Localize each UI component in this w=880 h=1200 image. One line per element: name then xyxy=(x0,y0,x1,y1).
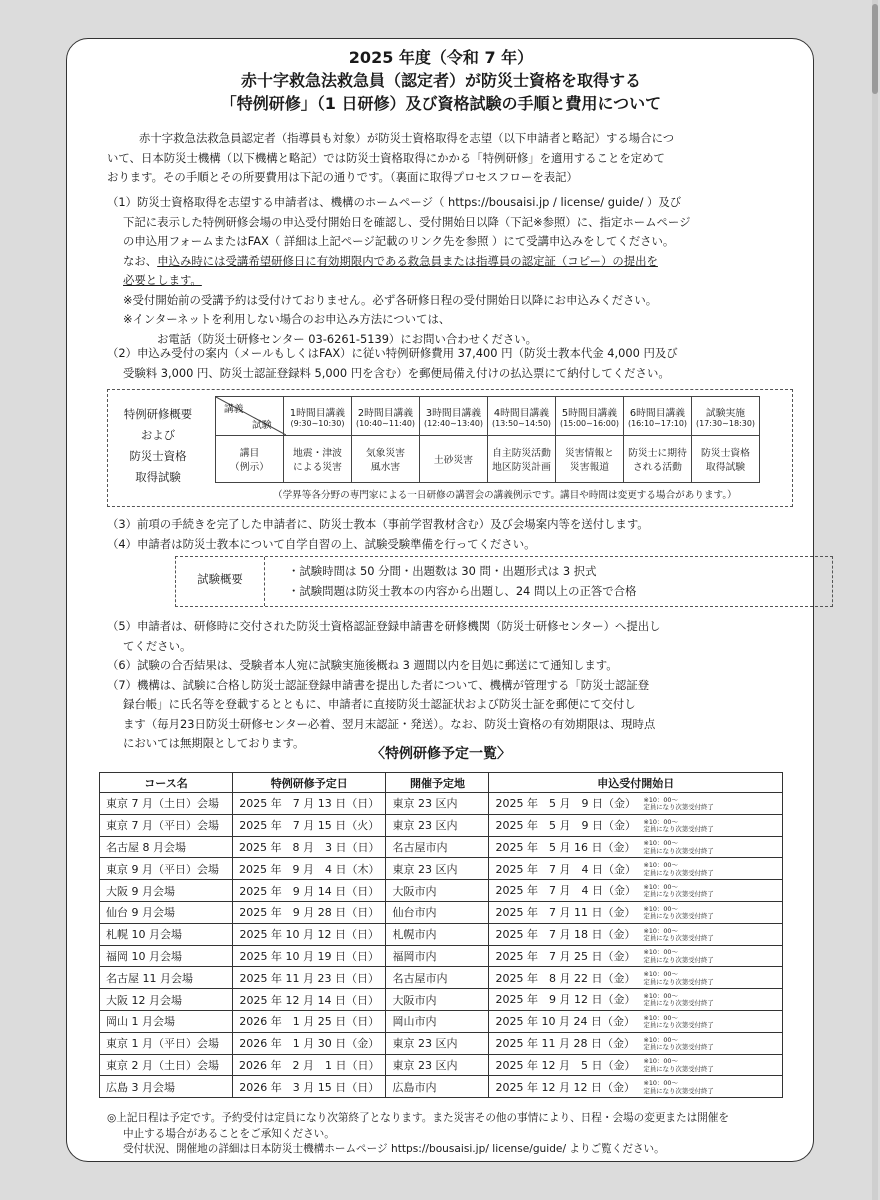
course-name: 東京 7 月（土日）会場 xyxy=(100,793,233,815)
section-1-note: ※インターネットを利用しない場合のお申込み方法については、 xyxy=(123,312,451,326)
course-name: 福岡 10 月会場 xyxy=(100,945,233,967)
application-note-capacity: 定員になり次第受付終了 xyxy=(643,1064,714,1073)
training-date: 2025 年 12 月 14 日（日） xyxy=(233,989,386,1011)
application-note xyxy=(643,1037,713,1052)
application-open-date: 2025 年 10 月 24 日（金） xyxy=(495,1015,635,1029)
application-note xyxy=(643,993,713,1008)
doc-title-line1: 2025 年度（令和 7 年） xyxy=(348,48,534,67)
application-open-cell xyxy=(489,814,783,836)
application-note-capacity: 定員になり次第受付終了 xyxy=(643,1042,714,1051)
table-row xyxy=(100,989,783,1011)
course-name: 名古屋 8 月会場 xyxy=(100,836,233,858)
period-name: 試験実施 xyxy=(705,407,746,419)
application-note-capacity: 定員になり次第受付終了 xyxy=(643,803,714,812)
doc-title-line3: 「特例研修」（1 日研修）及び資格試験の手順と費用について xyxy=(220,94,662,113)
topic-text: 地区防災計画 xyxy=(492,462,551,473)
application-note-time: ※10：00～ xyxy=(643,839,678,848)
topic-text: 自主防災活動 xyxy=(492,448,551,459)
topic-cell xyxy=(420,436,488,483)
application-open-date: 2025 年 7 月 25 日（金） xyxy=(495,949,636,963)
period-name: 5時間目講義 xyxy=(561,407,618,419)
period-header xyxy=(624,397,692,436)
section-1-line xyxy=(107,252,797,272)
section-7-line: ます（毎月23日防災士研修センター必着、翌月末認証・発送）。なお、防災士資格の有効期限は、現時点 xyxy=(123,716,656,731)
exam-items xyxy=(288,561,636,601)
section-2 xyxy=(107,344,797,383)
course-name: 札幌 10 月会場 xyxy=(100,923,233,945)
table-row xyxy=(100,880,783,902)
application-note-time: ※10：00～ xyxy=(643,948,678,957)
training-date: 2025 年 7 月 15 日（火） xyxy=(233,814,386,836)
table-row xyxy=(100,901,783,923)
table-row xyxy=(100,1032,783,1054)
venue: 名古屋市内 xyxy=(386,836,489,858)
application-note-time: ※10：00～ xyxy=(643,970,678,979)
course-name: 仙台 9 月会場 xyxy=(100,901,233,923)
topic-text: 防災士資格 xyxy=(701,448,750,459)
topic-text: 災害情報と xyxy=(565,448,614,459)
section-1-text: なお、 xyxy=(123,253,158,268)
training-date: 2025 年 11 月 23 日（日） xyxy=(233,967,386,989)
venue: 岡山市内 xyxy=(386,1010,489,1032)
application-open-date: 2025 年 12 月 12 日（金） xyxy=(495,1080,635,1094)
intro-line: 赤十字救急法救急員認定者（指導員も対象）が防災士資格取得を志望（以下申請者と略記）する場合につ xyxy=(139,131,675,145)
application-note xyxy=(643,906,713,921)
table-row xyxy=(100,1076,783,1098)
topic-cell xyxy=(556,436,624,483)
intro-line: いて、日本防災士機構（以下機構と略記）では防災士資格取得にかかる「特例研修」を適用することを定めて xyxy=(107,150,665,165)
table-row xyxy=(100,967,783,989)
application-open-cell xyxy=(489,989,783,1011)
table-row xyxy=(100,945,783,967)
training-date: 2025 年 9 月 4 日（木） xyxy=(233,858,386,880)
section-1 xyxy=(107,193,797,349)
venue: 東京 23 区内 xyxy=(386,814,489,836)
training-date: 2025 年 7 月 13 日（日） xyxy=(233,793,386,815)
topic-cell xyxy=(488,436,556,483)
period-time: (16:10~17:10) xyxy=(627,418,688,428)
column-header: 申込受付開始日 xyxy=(489,773,783,793)
section-2-line: 受験料 3,000 円、防災士認証登録料 5,000 円を含む）を郵便局備え付けの払込票にて納付してください。 xyxy=(123,365,670,380)
period-name: 1時間目講義 xyxy=(289,407,346,419)
lecture-table-note: （学界等各分野の専門家による一日研修の講習会の講義例示です。講目や時間は変更する場合があります。） xyxy=(273,490,737,501)
application-open-date: 2025 年 7 月 11 日（金） xyxy=(495,906,636,920)
course-name: 東京 2 月（土日）会場 xyxy=(100,1054,233,1076)
period-name: 6時間目講義 xyxy=(629,407,686,419)
column-header: 開催予定地 xyxy=(386,773,489,793)
footer-line: 中止する場合があることをご承知ください。 xyxy=(123,1127,335,1140)
row-label: （例示） xyxy=(229,462,270,473)
schedule-list-title: 〈特例研修予定一覧〉 xyxy=(371,746,511,762)
application-note xyxy=(643,928,713,943)
footer-line: 受付状況、開催地の詳細は日本防災士機構ホームページ https://bousaisi.jp/ license/guide/ よりご覧ください。 xyxy=(123,1143,665,1155)
section-2-line: （2）申込み受付の案内（メールもしくはFAX）に従い特例研修費用 37,400 円（防災士教本代金 4,000 円及び xyxy=(107,346,678,360)
venue: 札幌市内 xyxy=(386,923,489,945)
application-note-time: ※10：00～ xyxy=(643,1057,678,1066)
course-name: 東京 9 月（平日）会場 xyxy=(100,858,233,880)
venue: 東京 23 区内 xyxy=(386,858,489,880)
section-3-line: （3）前項の手続きを完了した申請者に、防災士教本（事前学習教材含む）及び会場案内等を送付します。 xyxy=(107,517,649,531)
training-date: 2025 年 10 月 19 日（日） xyxy=(233,945,386,967)
training-date: 2026 年 1 月 25 日（日） xyxy=(233,1010,386,1032)
topic-text: 災害報道 xyxy=(569,462,610,473)
venue: 大阪市内 xyxy=(386,989,489,1011)
period-header xyxy=(488,397,556,436)
section-1-note: ※受付開始前の受講予約は受付けておりません。必ず各研修日程の受付開始日以降にお申込みください。 xyxy=(123,292,658,307)
application-note-time: ※10：00～ xyxy=(643,904,678,913)
intro-paragraph xyxy=(107,129,797,188)
application-open-date: 2025 年 5 月 9 日（金） xyxy=(495,797,636,811)
topic-cell xyxy=(284,436,352,483)
application-note-capacity: 定員になり次第受付終了 xyxy=(643,824,714,833)
application-note-capacity: 定員になり次第受付終了 xyxy=(643,955,714,964)
section-5-line: てください。 xyxy=(123,638,192,653)
application-open-date: 2025 年 9 月 12 日（金） xyxy=(495,993,636,1007)
training-date: 2026 年 1 月 30 日（金） xyxy=(233,1032,386,1054)
application-open-date: 2025 年 5 月 9 日（金） xyxy=(495,818,636,832)
course-name: 東京 1 月（平日）会場 xyxy=(100,1032,233,1054)
training-date: 2025 年 10 月 12 日（日） xyxy=(233,923,386,945)
exam-item: ・試験問題は防災士教本の内容から出題し、24 問以上の正答で合格 xyxy=(288,584,637,598)
topic-cell xyxy=(624,436,692,483)
table-corner-cell xyxy=(216,397,284,436)
phone-contact: お電話（防災士研修センター 03-6261-5139）にお問い合わせください。 xyxy=(157,331,538,346)
section-6-line: （6）試験の合否結果は、受験者本人宛に試験実施後概ね 3 週間以内を目処に郵送にて通知します。 xyxy=(107,658,618,672)
period-time: (15:00~16:00) xyxy=(559,418,620,428)
period-time: (12:40~13:40) xyxy=(423,418,484,428)
scrollbar-thumb[interactable] xyxy=(872,4,878,94)
application-open-cell xyxy=(489,1032,783,1054)
venue: 仙台市内 xyxy=(386,901,489,923)
period-name: 3時間目講義 xyxy=(425,407,482,419)
application-note-capacity: 定員になり次第受付終了 xyxy=(643,868,714,877)
course-schedule-table xyxy=(99,772,783,1098)
application-open-date: 2025 年 7 月 4 日（金） xyxy=(495,862,636,876)
application-open-date: 2025 年 8 月 22 日（金） xyxy=(495,971,636,985)
application-note xyxy=(643,949,713,964)
section-5-line: （5）申請者は、研修時に交付された防災士資格認証登録申請書を研修機関（防災士研修センター）へ提出し xyxy=(107,619,661,633)
application-open-cell xyxy=(489,945,783,967)
training-date: 2026 年 3 月 15 日（日） xyxy=(233,1076,386,1098)
application-open-cell xyxy=(489,858,783,880)
footer-line: ◎上記日程は予定です。予約受付は定員になり次第終了となります。また災害その他の事情により、日程・会場の変更または開催を xyxy=(107,1112,729,1124)
course-name: 広島 3 月会場 xyxy=(100,1076,233,1098)
course-name: 名古屋 11 月会場 xyxy=(100,967,233,989)
topic-text: 土砂災害 xyxy=(433,455,474,466)
course-name: 大阪 12 月会場 xyxy=(100,989,233,1011)
intro-line: おります。その手順とその所要費用は下記の通りです。（裏面に取得プロセスフローを表記） xyxy=(107,170,578,184)
application-note-capacity: 定員になり次第受付終了 xyxy=(643,977,714,986)
application-note xyxy=(643,1080,713,1095)
application-note xyxy=(643,819,713,834)
application-note-capacity: 定員になり次第受付終了 xyxy=(643,933,714,942)
column-header: コース名 xyxy=(100,773,233,793)
period-time: (17:30~18:30) xyxy=(695,418,756,428)
training-date: 2025 年 8 月 3 日（日） xyxy=(233,836,386,858)
application-open-date: 2025 年 7 月 18 日（金） xyxy=(495,927,636,941)
application-note-time: ※10：00～ xyxy=(643,795,678,804)
lecture-schedule-table xyxy=(215,396,760,483)
period-time: (10:40~11:40) xyxy=(355,418,416,428)
application-note-time: ※10：00～ xyxy=(643,1035,678,1044)
table-row xyxy=(100,923,783,945)
application-note-capacity: 定員になり次第受付終了 xyxy=(643,1086,714,1095)
row-label-cell xyxy=(216,436,284,483)
overview-label-line: および xyxy=(140,428,176,442)
application-open-cell xyxy=(489,967,783,989)
topic-text: による災害 xyxy=(293,462,342,473)
application-open-cell xyxy=(489,836,783,858)
section-1-line: （1）防災士資格取得を志望する申請者は、機構のホームページ（ https://bousaisi.jp / license/ guide/ ）及び xyxy=(107,195,682,209)
course-name: 岡山 1 月会場 xyxy=(100,1010,233,1032)
application-open-cell xyxy=(489,1010,783,1032)
period-time: (13:50~14:50) xyxy=(491,418,552,428)
application-note xyxy=(643,840,713,855)
table-row xyxy=(100,793,783,815)
application-note-time: ※10：00～ xyxy=(643,991,678,1000)
application-note xyxy=(643,1015,713,1030)
section-1-line: 下記に表示した特例研修会場の申込受付開始日を確認し、受付開始日以降（下記※参照）に、指定ホームページ xyxy=(123,214,691,229)
section-7-line: 録台帳」に氏名等を登載するとともに、申請者に直接防災士認証状および防災士証を郵便にて交付し xyxy=(123,697,636,711)
topic-text: 風水害 xyxy=(370,462,401,473)
topic-text: 気象災害 xyxy=(365,448,406,459)
application-open-date: 2025 年 11 月 28 日（金） xyxy=(495,1036,635,1050)
application-open-date: 2025 年 12 月 5 日（金） xyxy=(495,1058,636,1072)
application-open-cell xyxy=(489,793,783,815)
footer-notes xyxy=(107,1111,797,1158)
application-note-time: ※10：00～ xyxy=(643,882,678,891)
exam-overview-label: 試験概要 xyxy=(197,572,243,586)
corner-exam: 試験 xyxy=(252,420,272,431)
application-note-time: ※10：00～ xyxy=(643,861,678,870)
section-1-line: の申込用フォームまたはFAX（ 詳細は上記ページ記載のリンク先を参照 ）にて受講申込みをしてください。 xyxy=(123,234,675,248)
application-note xyxy=(643,1058,713,1073)
period-header xyxy=(284,397,352,436)
doc-title-line2: 赤十字救急法救急員（認定者）が防災士資格を取得する xyxy=(240,71,641,90)
table-row xyxy=(100,836,783,858)
application-open-cell xyxy=(489,901,783,923)
table-row xyxy=(100,1010,783,1032)
period-header xyxy=(352,397,420,436)
scrollbar[interactable] xyxy=(872,0,878,1200)
underlined-requirement: 必要とします。 xyxy=(123,273,202,287)
overview-label-line: 取得試験 xyxy=(135,470,181,484)
training-date: 2026 年 2 月 1 日（日） xyxy=(233,1054,386,1076)
application-open-date: 2025 年 7 月 4 日（金） xyxy=(495,884,636,898)
topic-text: 地震・津波 xyxy=(293,448,342,459)
application-note-capacity: 定員になり次第受付終了 xyxy=(643,1021,714,1030)
exam-overview-box xyxy=(175,556,833,607)
period-name: 4時間目講義 xyxy=(493,407,550,419)
application-note-capacity: 定員になり次第受付終了 xyxy=(643,846,714,855)
column-header: 特例研修予定日 xyxy=(233,773,386,793)
box-divider xyxy=(264,557,265,606)
section-3-4 xyxy=(107,515,797,554)
venue: 大阪市内 xyxy=(386,880,489,902)
corner-lecture: 講義 xyxy=(224,404,244,415)
period-header xyxy=(420,397,488,436)
table-row xyxy=(100,1054,783,1076)
application-note xyxy=(643,884,713,899)
application-note-capacity: 定員になり次第受付終了 xyxy=(643,999,714,1008)
application-note-capacity: 定員になり次第受付終了 xyxy=(643,890,714,899)
application-note-capacity: 定員になり次第受付終了 xyxy=(643,912,714,921)
table-header-row xyxy=(100,773,783,793)
topic-cell xyxy=(692,436,760,483)
section-7-line: においては無期限としております。 xyxy=(123,736,305,750)
application-note xyxy=(643,862,713,877)
venue: 東京 23 区内 xyxy=(386,793,489,815)
application-note-time: ※10：00～ xyxy=(643,926,678,935)
exam-item: ・試験時間は 50 分間・出題数は 30 問・出題形式は 3 択式 xyxy=(288,564,597,578)
course-name: 東京 7 月（平日）会場 xyxy=(100,814,233,836)
table-row xyxy=(100,814,783,836)
application-open-cell xyxy=(489,1054,783,1076)
period-name: 2時間目講義 xyxy=(357,407,414,419)
venue: 広島市内 xyxy=(386,1076,489,1098)
course-name: 大阪 9 月会場 xyxy=(100,880,233,902)
application-note-time: ※10：00～ xyxy=(643,1079,678,1088)
topic-text: 取得試験 xyxy=(705,462,746,473)
section-5-7 xyxy=(107,617,797,754)
table-row xyxy=(100,858,783,880)
topic-cell xyxy=(352,436,420,483)
section-7-line: （7）機構は、試験に合格し防災士認証登録申請書を提出した者について、機構が管理する「防災士認証登 xyxy=(107,677,650,692)
application-open-cell xyxy=(489,880,783,902)
application-note xyxy=(643,971,713,986)
application-note-time: ※10：00～ xyxy=(643,817,678,826)
period-header xyxy=(556,397,624,436)
section-4-line: （4）申請者は防災士教本について自学自習の上、試験受験準備を行ってください。 xyxy=(107,536,536,551)
venue: 東京 23 区内 xyxy=(386,1032,489,1054)
application-open-cell xyxy=(489,1076,783,1098)
row-label: 講目 xyxy=(239,448,260,459)
overview-label xyxy=(108,404,208,488)
topic-text: 防災士に期待 xyxy=(628,448,687,459)
period-time: (9:30~10:30) xyxy=(290,418,345,428)
topic-text: される活動 xyxy=(633,462,682,473)
application-open-cell xyxy=(489,923,783,945)
application-note xyxy=(643,797,713,812)
application-open-date: 2025 年 5 月 16 日（金） xyxy=(495,840,636,854)
application-note-time: ※10：00～ xyxy=(643,1013,678,1022)
venue: 名古屋市内 xyxy=(386,967,489,989)
training-date: 2025 年 9 月 28 日（日） xyxy=(233,901,386,923)
underlined-requirement: 申込み時には受講希望研修日に有効期限内である救急員または指導員の認定証（コピー）の提出を xyxy=(157,253,658,268)
venue: 東京 23 区内 xyxy=(386,1054,489,1076)
venue: 福岡市内 xyxy=(386,945,489,967)
document-page xyxy=(66,38,814,1162)
overview-label-line: 防災士資格 xyxy=(129,449,187,463)
training-date: 2025 年 9 月 14 日（日） xyxy=(233,880,386,902)
overview-label-line: 特例研修概要 xyxy=(123,407,193,421)
period-header xyxy=(692,397,760,436)
